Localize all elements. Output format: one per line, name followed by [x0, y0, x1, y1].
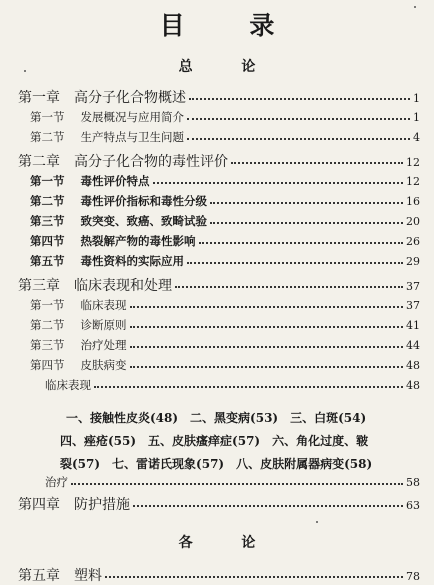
leader-dots — [133, 505, 403, 507]
toc-entry[interactable] — [30, 129, 420, 145]
toc-entry[interactable] — [30, 109, 420, 125]
toc-entry-number: 第二节 — [30, 318, 65, 332]
toc-entry[interactable] — [30, 213, 420, 229]
leader-dots — [130, 346, 404, 348]
toc-entry-label: 治疗处理 — [80, 338, 127, 352]
toc-entry-number: 第一章 — [18, 90, 60, 106]
disease-line-1: 一、接触性皮炎(48) 二、黑变病(53) 三、白斑(54) — [66, 411, 367, 425]
toc-entry-treatment[interactable] — [45, 474, 420, 490]
toc-entry-number: 第四节 — [30, 358, 65, 372]
toc-entry-label: 毒性评价特点 — [80, 174, 150, 188]
toc-entry-page: 12 — [406, 175, 420, 188]
leader-dots — [187, 138, 410, 140]
toc-entry-chapter-5[interactable] — [18, 565, 420, 585]
toc-entry-page: 1 — [413, 111, 420, 124]
toc-entry-page: 1 — [413, 92, 420, 105]
toc-entry-label: 诊断原则 — [80, 318, 127, 332]
toc-entry-number: 第四章 — [18, 497, 60, 513]
toc-entry-number: 第一节 — [30, 110, 65, 124]
leader-dots — [105, 576, 403, 578]
toc-entry-page: 41 — [406, 319, 420, 332]
leader-dots — [210, 222, 403, 224]
print-speck — [24, 70, 26, 72]
toc-entry-label: 防护措施 — [74, 497, 130, 513]
toc-entry[interactable] — [30, 317, 420, 333]
print-speck — [414, 6, 416, 8]
disease-line-2: 四、痤疮(55) 五、皮肤瘙痒症(57) 六、角化过度、皲 — [60, 434, 369, 448]
section-heading-general: 总 论 — [178, 59, 278, 75]
toc-entry-page: 16 — [406, 195, 420, 208]
toc-entry-number: 第五章 — [18, 568, 60, 584]
toc-entry-label: 高分子化合物的毒性评价 — [74, 154, 228, 170]
toc-entry-number: 第二节 — [30, 130, 65, 144]
toc-entry-page: 48 — [406, 359, 420, 372]
toc-entry-label: 皮肤病变 — [80, 358, 127, 372]
toc-entry-label: 高分子化合物概述 — [74, 90, 186, 106]
toc-entry-label: 生产特点与卫生问题 — [80, 130, 184, 144]
leader-dots — [199, 242, 404, 244]
leader-dots — [187, 262, 403, 264]
toc-entry-number: 第二节 — [30, 194, 65, 208]
toc-entry-label: 临床表现 — [80, 298, 127, 312]
toc-entry-label: 治疗 — [45, 475, 68, 489]
toc-entry[interactable] — [18, 151, 420, 171]
toc-entry-label: 临床表现 — [45, 378, 91, 392]
toc-entry[interactable] — [30, 253, 420, 269]
disease-line-3: 裂(57) 七、雷诺氏现象(57) 八、皮肤附属器病变(58) — [60, 457, 373, 471]
toc-entry[interactable] — [18, 87, 420, 107]
leader-dots — [187, 118, 410, 120]
toc-entry-number: 第一节 — [30, 174, 65, 188]
toc-entry-number: 第四节 — [30, 234, 65, 248]
leader-dots — [130, 366, 404, 368]
leader-dots — [153, 182, 404, 184]
toc-entry-label: 致突变、致癌、致畸试验 — [80, 214, 207, 228]
leader-dots — [130, 306, 404, 308]
toc-entry[interactable] — [30, 173, 420, 189]
toc-entry-page: 4 — [413, 131, 420, 144]
toc-entry-page: 37 — [406, 299, 420, 312]
leader-dots — [94, 386, 403, 388]
leader-dots — [130, 326, 404, 328]
leader-dots — [71, 483, 403, 485]
toc-entry-label: 毒性评价指标和毒性分级 — [80, 194, 207, 208]
toc-entry-number: 第五节 — [30, 254, 65, 268]
toc-entry[interactable] — [30, 193, 420, 209]
toc-entry-label: 塑料 — [74, 568, 102, 584]
toc-entry-page: 44 — [406, 339, 420, 352]
toc-entry[interactable] — [45, 377, 420, 393]
print-speck — [316, 521, 318, 523]
toc-entry[interactable] — [30, 357, 420, 373]
toc-entry-page: 58 — [406, 476, 420, 489]
leader-dots — [231, 162, 403, 164]
toc-entry-label: 发展概况与应用简介 — [80, 110, 184, 124]
leader-dots — [175, 286, 403, 288]
toc-entry-number: 第三节 — [30, 338, 65, 352]
leader-dots — [189, 98, 410, 100]
toc-entry-number: 第三章 — [18, 278, 60, 294]
toc-entry-page: 26 — [406, 235, 420, 248]
toc-entry-page: 37 — [406, 280, 420, 293]
toc-entry-number: 第二章 — [18, 154, 60, 170]
toc-entry-page: 20 — [406, 215, 420, 228]
toc-entry-page: 78 — [406, 570, 420, 583]
leader-dots — [210, 202, 403, 204]
toc-entry-label: 临床表现和处理 — [74, 278, 172, 294]
toc-entry-page: 48 — [406, 379, 420, 392]
section-heading-specific: 各 论 — [178, 535, 278, 551]
toc-entry-label: 毒性资料的实际应用 — [80, 254, 184, 268]
toc-entry-page: 29 — [406, 255, 420, 268]
toc-entry-number: 第一节 — [30, 298, 65, 312]
toc-entry-label: 热裂解产物的毒性影响 — [80, 234, 196, 248]
toc-entry-page: 12 — [406, 156, 420, 169]
toc-entry[interactable] — [30, 337, 420, 353]
toc-entry-page: 63 — [406, 499, 420, 512]
toc-entry[interactable] — [30, 233, 420, 249]
page-title: 目 录 — [159, 11, 303, 40]
toc-entry[interactable] — [30, 297, 420, 313]
toc-entry-chapter-4[interactable] — [18, 494, 420, 514]
toc-entry[interactable] — [18, 275, 420, 295]
toc-entry-number: 第三节 — [30, 214, 65, 228]
